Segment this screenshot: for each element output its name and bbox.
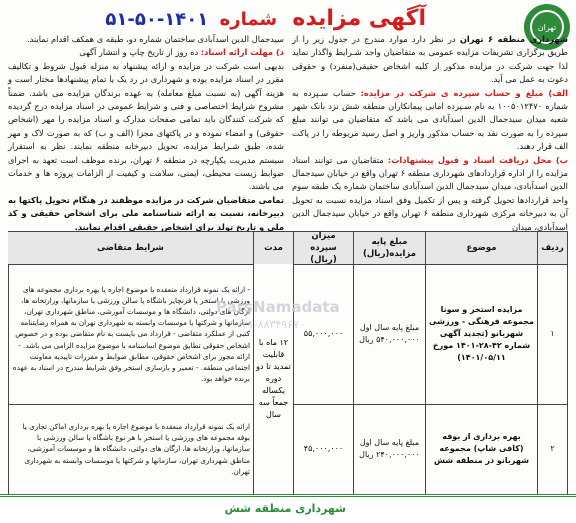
row-conditions: - ارائه یک نمونه قرارداد منعقده با موضوع اجاره یا بهره برداری مجموعه های ورزشی یا استخر یا فرنچایز باشگاه یا سالن ورزشی با سازمانها، وزارتخانه ها، ارگان های دولتی، دانشگاه ها و موسسات آموزشی، مناطق شهرداری تهران، سازمانها و شرکتها یا موسسات وابسته به شهرداری تهران به همراه رضایتنامه کتبی از عملکرد متقاضی - قرارداد می بایست به نام متقاضی بوده و در خصوص اشخاص حقوقی تطابق موضوع اساسنامه با موضوع مزایده الزامی می باشد. - ارائه مجوز برای اشخاص حقوقی، مطابق ضوابط و مقررات تاییدیه معاونت اجتماعی منطقه. - تعمیر و بازسازی استخر وفق شرایط مندرج در اسناد به عهده برنده خواهد بود. (12, 284, 250, 384)
header-base-price: مبلغ پایه مزایده(ریال) (353, 232, 425, 264)
header-conditions: شرایط متقاضی (8, 232, 253, 264)
row-subject: مزایده استخر و سونا مجموعه فرهنگی - ورزشی شهربانو (تجدید آگهی شماره ۴۲-۲۸-۱۴۰۱ مورخ ۱۴۰۱/۰۵/۱۱) (425, 264, 537, 404)
title-number: ۵۱-۵۰-۱۴۰۱ (105, 9, 209, 30)
section-b-text: متقاضیان می توانند اسناد مزایده را از اداره قراردادهای شهرداری منطقه ۶ تهران واقع در خیابان سیدجمال الدین اسدآبادی، میدان سیدجمال الدین اسدآبادی ساختمان شماره یک طبقه سوم واحد قراردادها تحویل گرفته و پس از تکمیل وفق اسناد مزایده نسبت به تحویل آن به دبیرخانه مرکزی شهرداری منطقه ۶ تهران واقع در خیابان سیدجمال الدین اسدآبادی، میدان (292, 154, 568, 232)
row-no: ۱ (537, 264, 567, 404)
section-a-title: الف) مبلغ و حساب سپرده ی شرکت در مزایده: (360, 87, 568, 98)
duration-merged-cell: ۱۲ ماه با قابلیت تمدید تا دو دوره یکساله جمعاً سه سال (253, 264, 293, 494)
applicants-note: تمامی متقاضیان شرکت در مزایده موظفند در هنگام تحویل پاکتها به دبیرخانه، نسبت به ارائه شناسنامه ملی برای اشخاص حقیقی و کد ملی و تاریخ تولد برای اشخاص حقیقی اقدام نمایند. (8, 194, 284, 232)
footer-municipality-name: شهرداری منطقه شش (224, 502, 346, 515)
intro-text: در نظر دارد موارد مندرج در جدول زیر را از طریق برگزاری تشریفات مزایده عمومی به متقاضیان واجد شـرایط واگذار نماید لذا جهت شرکت در مزایده مذکور از کلیه اشخاص حقیقی(منفرد) و حقوقی دعوت به عمل می آید. (292, 34, 568, 85)
title-text: آگهی مزایده (292, 6, 426, 31)
page-title (105, 6, 426, 31)
section-d (8, 46, 284, 59)
general-terms-text: بدیهی است شرکت در مزایده و ارائه پیشنهاد به منزله قبول شروط و تکالیف مقرر در اسناد مزایده بوده و شهرداری در رد یک یا تمام پیشنهادها مختار است و هزینه آگهی (به نسبت مبلغ معامله) به عهده برندگان مزایده می باشد. ضمناً مشروح شرایط اختصاصی و فنی و شرایط عمومی در اسناد مزایده درج گردیده که شرکت کنندگان باید تمامی صفحات مدارک و اسناد مزایده را مهر (اشخاص حقوقی) و امضاء نموده و در پاکتهای مجزا (الف و ب) که به صورت لاک و مهر شده، طبق شـرایط مزایده، تحویل دبیرخانه منطقه نمایند. نظر به استقرار سیستم مدیریت یکپارچه در منطقه ۶ تهران، برنده موظف است تعهد به اجرای ضوابط زیست محیطی، ایمنی، سلامت و کیفیت از الزامات پروژه ها و خدمات می باشند. (8, 60, 284, 192)
tender-table (8, 231, 568, 495)
header-duration: مدت (253, 232, 293, 264)
row-no: ۲ (537, 404, 567, 494)
table-header-row (9, 232, 567, 265)
row-subject: بهره برداری از بوفه (کافی شاپ) مجموعه شهربانو در منطقه شش (425, 404, 537, 494)
header-deposit: میزان سپرده (ریال) (293, 232, 353, 264)
logo-inner-emblem: تهران (530, 10, 564, 44)
row-deposit: ۵۵,۰۰۰,۰۰۰ (293, 264, 353, 404)
header-row-no: ردیف (537, 232, 567, 264)
section-a-text: حساب سـپرده به شماره ۱۰۰۵۰۱۲۴۷۰ به نام سـپرده امانی پیمانکاران منطقه شش نزد بانک شهر شعبه میدان سیدجمال الدین اسدآبادی می باشد که متقاضیان می توانند مبلغ سپرده را به صورت نقد به حساب مذکور واریز و اصل رسید مربوطه را در پاکت الف قرار دهند. (292, 87, 568, 152)
section-a (292, 87, 568, 154)
watermark-phone: ۰۲۱-۸۸۳۴۹۶۷۰ (236, 318, 305, 331)
section-d-text: ده روز از تاریخ چاپ و انتشار آگهی (79, 47, 199, 58)
row-deposit: ۴۵,۰۰۰,۰۰۰ (293, 404, 353, 494)
intro-paragraph (292, 33, 568, 87)
left-text-column (8, 33, 284, 234)
footer-bar (0, 494, 576, 523)
right-text-column (292, 33, 568, 234)
title-number-label: شماره (219, 9, 278, 30)
section-b-title: ب) محل دریافت اسناد و قبول پیشنهادات: (387, 154, 569, 165)
watermark-text: ParsNamadata (216, 298, 340, 316)
row-conditions: ارائه یک نمونه قرارداد منعقده با موضوع اجاره یا بهره برداری اماکن تجاری یا بوفه مجموعه های ورزشی یا استخر با هر نوع باشگاه یا سالن ورزشی با سازمانها، وزارتخانه ها، ارگان های دولتی، دانشگاه ها و موسسات آموزشی، مناطق شهرداری تهران، سازمانها و شرکتها یا موسسات وابسته به شهرداری تهران. (22, 421, 250, 476)
header-subject: موضوع (425, 232, 537, 264)
section-d-title: د) مهلت ارائه اسناد: (200, 47, 284, 58)
row-base-price: مبلغ پایه سال اول ۵۴۰,۰۰۰,۰۰۰ ریال (353, 264, 425, 404)
continuation-text: سیدجمال الدین اسدآبادی ساختمان شماره دو، طبقه ی همکف اقدام نمایند. (26, 34, 284, 44)
row-base-price: مبلغ پایه سال اول ۲۴۰,۰۰۰,۰۰۰ ریال (353, 404, 425, 494)
section-b (292, 154, 568, 234)
intro-bold: شهرداری منطقه ۶ تهران (459, 34, 568, 44)
